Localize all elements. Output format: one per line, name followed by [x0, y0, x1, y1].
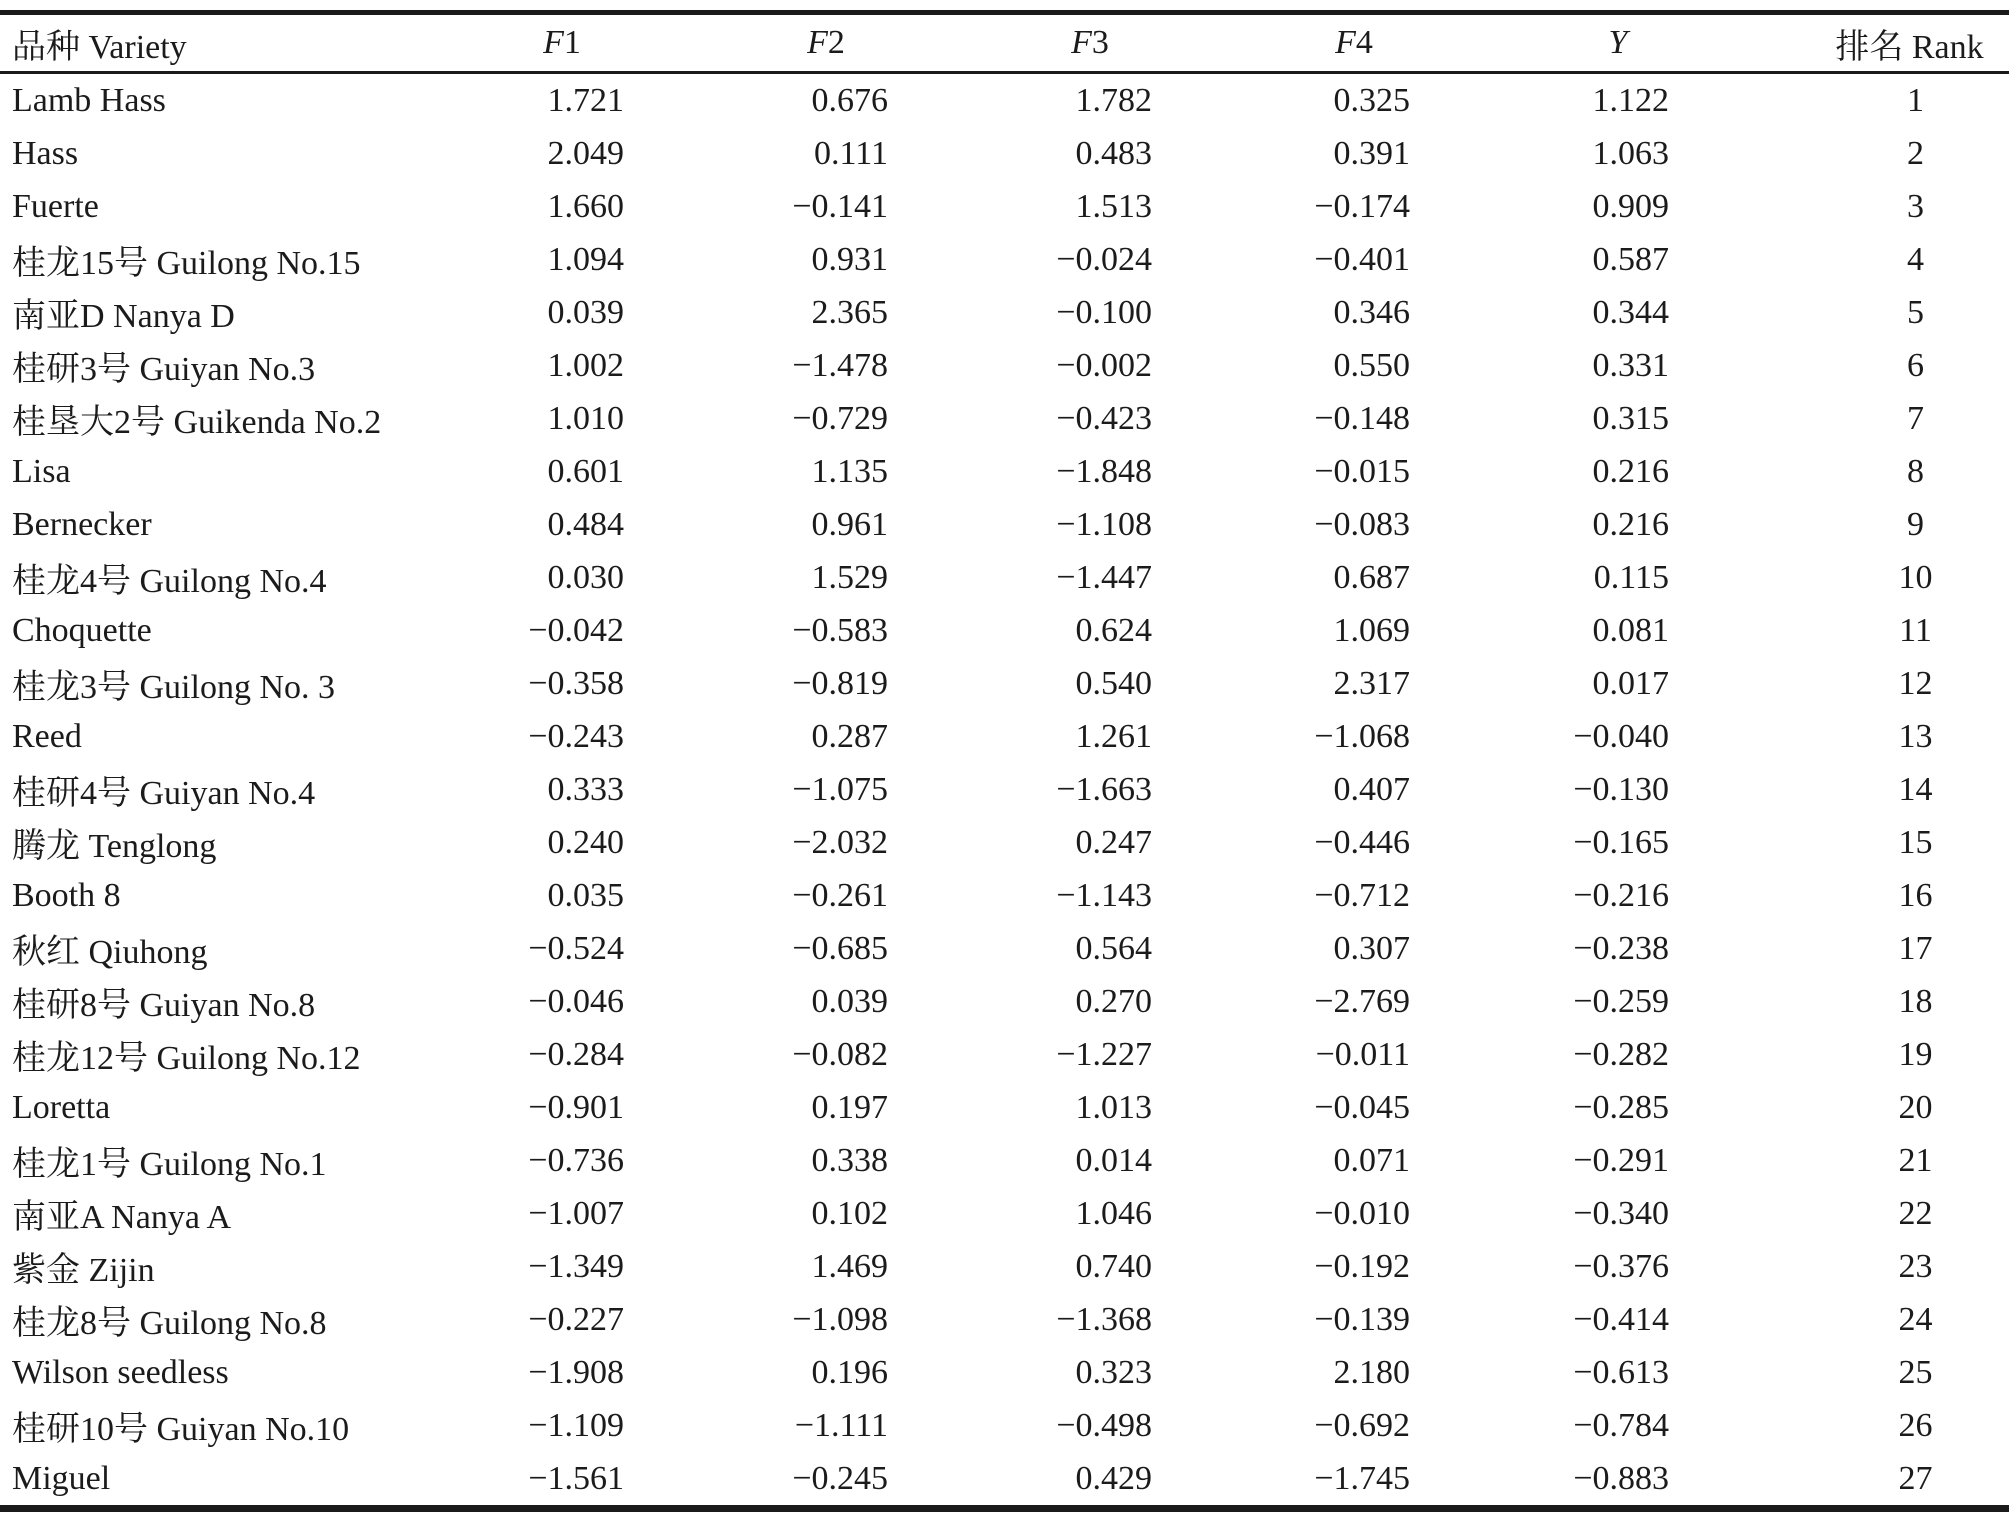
rank-cell: 10	[1898, 558, 1933, 596]
y-cell: −0.376	[1573, 1247, 1669, 1285]
rank-cell: 12	[1898, 664, 1933, 702]
rank-cell: 13	[1898, 717, 1933, 755]
f4-cell: −0.010	[1314, 1194, 1410, 1232]
rank-cell: 9	[1907, 505, 1924, 543]
rank-cell: 5	[1907, 293, 1924, 331]
f4-cell: 0.346	[1333, 293, 1410, 331]
y-cell: 0.017	[1592, 664, 1669, 702]
f2-cell: 1.135	[811, 452, 888, 490]
rank-cell: 2	[1907, 134, 1924, 172]
rank-cell: 22	[1898, 1194, 1933, 1232]
rank-cell: 16	[1898, 876, 1933, 914]
variety-cell: 桂龙1号 Guilong No.1	[12, 1146, 327, 1183]
y-cell: −0.291	[1573, 1141, 1669, 1179]
f4-cell: 0.307	[1333, 929, 1410, 967]
variety-cell: Miguel	[12, 1459, 111, 1497]
f1-cell: 1.010	[547, 399, 624, 437]
table-row	[0, 604, 2009, 657]
rank-cell: 21	[1898, 1141, 1933, 1179]
column-header-variety: 品种 Variety	[0, 13, 430, 73]
f3-cell: 1.782	[1075, 81, 1152, 119]
f3-cell: 0.247	[1075, 823, 1152, 861]
f4-cell: 0.071	[1333, 1141, 1410, 1179]
variety-cell: Booth 8	[12, 876, 121, 914]
f2-cell: −0.583	[792, 611, 888, 649]
f2-cell: 0.111	[814, 134, 888, 172]
column-header-f4	[1222, 13, 1486, 73]
f3-cell: 0.429	[1075, 1459, 1152, 1497]
f4-italic-label: F	[1335, 24, 1356, 61]
f4-cell: −0.712	[1314, 876, 1410, 914]
f1-cell: −0.524	[528, 929, 624, 967]
f1-cell: −0.901	[528, 1088, 624, 1126]
variety-cell: Choquette	[12, 611, 152, 649]
f1-cell: 0.035	[547, 876, 624, 914]
f2-cell: −1.098	[792, 1300, 888, 1338]
f4-cell: −1.068	[1314, 717, 1410, 755]
table-row	[0, 551, 2009, 604]
y-cell: −0.165	[1573, 823, 1669, 861]
rank-cell: 20	[1898, 1088, 1933, 1126]
f4-cell: −0.174	[1314, 187, 1410, 225]
f3-italic-label: F	[1071, 24, 1092, 61]
f2-cell: 0.961	[811, 505, 888, 543]
f2-cell: −2.032	[792, 823, 888, 861]
column-header-rank: 排名 Rank	[1750, 13, 2009, 73]
rank-cell: 8	[1907, 452, 1924, 490]
f2-cell: 0.676	[811, 81, 888, 119]
f3-cell: −1.447	[1056, 558, 1152, 596]
column-header-f2	[694, 13, 958, 73]
rank-cell: 25	[1898, 1353, 1933, 1391]
f4-cell: −0.139	[1314, 1300, 1410, 1338]
f3-cell: 0.624	[1075, 611, 1152, 649]
header-row	[0, 13, 2009, 73]
table-row	[0, 1452, 2009, 1509]
f1-cell: −0.736	[528, 1141, 624, 1179]
y-cell: 0.344	[1592, 293, 1669, 331]
f3-cell: 0.483	[1075, 134, 1152, 172]
f3-cell: −0.024	[1056, 240, 1152, 278]
table-row	[0, 1240, 2009, 1293]
y-cell: 0.587	[1592, 240, 1669, 278]
y-cell: 1.063	[1592, 134, 1669, 172]
rank-cell: 6	[1907, 346, 1924, 384]
rank-cell: 19	[1898, 1035, 1933, 1073]
f4-cell: 0.687	[1333, 558, 1410, 596]
f4-cell: −0.045	[1314, 1088, 1410, 1126]
variety-cell: 桂龙4号 Guilong No.4	[12, 563, 327, 600]
table-row	[0, 180, 2009, 233]
table-row	[0, 1134, 2009, 1187]
y-cell: −0.883	[1573, 1459, 1669, 1497]
table-row	[0, 127, 2009, 180]
table-row	[0, 763, 2009, 816]
table-row	[0, 975, 2009, 1028]
table-row	[0, 1187, 2009, 1240]
f3-cell: 1.013	[1075, 1088, 1152, 1126]
f4-cell: 0.325	[1333, 81, 1410, 119]
y-cell: 0.315	[1592, 399, 1669, 437]
rank-cell: 17	[1898, 929, 1933, 967]
f2-cell: −0.245	[792, 1459, 888, 1497]
y-italic-label: Y	[1608, 24, 1628, 61]
f1-cell: 1.660	[547, 187, 624, 225]
variety-cell: Fuerte	[12, 187, 99, 225]
f1-cell: 0.484	[547, 505, 624, 543]
f3-cell: 1.046	[1075, 1194, 1152, 1232]
f3-cell: −1.663	[1056, 770, 1152, 808]
variety-cell: 南亚A Nanya A	[12, 1199, 232, 1236]
variety-cell: 桂龙8号 Guilong No.8	[12, 1305, 327, 1342]
rank-cell: 26	[1898, 1406, 1933, 1444]
f2-cell: 0.931	[811, 240, 888, 278]
f1-cell: 0.240	[547, 823, 624, 861]
y-cell: 0.216	[1592, 452, 1669, 490]
f3-cell: 0.323	[1075, 1353, 1152, 1391]
variety-cell: 桂研8号 Guiyan No.8	[12, 987, 316, 1024]
variety-cell: Lisa	[12, 452, 71, 490]
y-cell: −0.414	[1573, 1300, 1669, 1338]
f4-cell: −0.446	[1314, 823, 1410, 861]
variety-cell: 秋红 Qiuhong	[12, 934, 208, 971]
f3-cell: 0.564	[1075, 929, 1152, 967]
f4-cell: 0.391	[1333, 134, 1410, 172]
variety-cell: 腾龙 Tenglong	[12, 828, 217, 865]
table-row	[0, 233, 2009, 286]
f2-cell: 0.338	[811, 1141, 888, 1179]
f4-cell: −0.015	[1314, 452, 1410, 490]
variety-cell: 桂研3号 Guiyan No.3	[12, 351, 316, 388]
variety-cell: 桂龙3号 Guilong No. 3	[12, 669, 335, 706]
table-row	[0, 392, 2009, 445]
f3-cell: −1.143	[1056, 876, 1152, 914]
table-body	[0, 73, 2009, 1509]
table-row	[0, 869, 2009, 922]
f4-cell: −1.745	[1314, 1459, 1410, 1497]
f4-cell: 1.069	[1333, 611, 1410, 649]
f4-cell: 2.180	[1333, 1353, 1410, 1391]
f1-cell: 1.721	[547, 81, 624, 119]
table-row	[0, 710, 2009, 763]
f3-cell: −1.227	[1056, 1035, 1152, 1073]
f2-cell: −1.478	[792, 346, 888, 384]
f3-cell: −0.423	[1056, 399, 1152, 437]
table-row	[0, 445, 2009, 498]
f1-cell: −0.284	[528, 1035, 624, 1073]
f4-cell: −2.769	[1314, 982, 1410, 1020]
f3-cell: −1.848	[1056, 452, 1152, 490]
f1-cell: −1.109	[528, 1406, 624, 1444]
f1-cell: 1.002	[547, 346, 624, 384]
f3-cell: 0.740	[1075, 1247, 1152, 1285]
f2-cell: 0.197	[811, 1088, 888, 1126]
f1-cell: −0.227	[528, 1300, 624, 1338]
f2-cell: 0.102	[811, 1194, 888, 1232]
f3-cell: 1.261	[1075, 717, 1152, 755]
f4-cell: −0.011	[1315, 1035, 1410, 1073]
column-header-f1	[430, 13, 694, 73]
f3-cell: −0.100	[1056, 293, 1152, 331]
table-row	[0, 657, 2009, 710]
y-cell: 0.216	[1592, 505, 1669, 543]
f4-cell: 2.317	[1333, 664, 1410, 702]
table-row	[0, 1028, 2009, 1081]
y-cell: 1.122	[1592, 81, 1669, 119]
f4-cell: −0.192	[1314, 1247, 1410, 1285]
table-row	[0, 816, 2009, 869]
y-cell: −0.040	[1573, 717, 1669, 755]
f3-cell: 1.513	[1075, 187, 1152, 225]
table-row	[0, 1293, 2009, 1346]
f1-cell: 0.601	[547, 452, 624, 490]
factor-score-table	[0, 10, 2009, 1512]
f2-cell: −0.261	[792, 876, 888, 914]
f3-cell: −1.368	[1056, 1300, 1152, 1338]
y-cell: −0.282	[1573, 1035, 1669, 1073]
table-row	[0, 286, 2009, 339]
f2-cell: −0.729	[792, 399, 888, 437]
y-cell: −0.238	[1573, 929, 1669, 967]
y-cell: −0.216	[1573, 876, 1669, 914]
table-row	[0, 1399, 2009, 1452]
y-cell: −0.613	[1573, 1353, 1669, 1391]
f1-cell: −1.349	[528, 1247, 624, 1285]
f2-index-label: 2	[827, 24, 845, 61]
f1-italic-label: F	[543, 24, 564, 61]
table-row	[0, 73, 2009, 128]
f1-cell: −0.046	[528, 982, 624, 1020]
column-header-y	[1486, 13, 1750, 73]
f2-cell: −0.141	[792, 187, 888, 225]
variety-cell: 南亚D Nanya D	[12, 298, 235, 335]
f1-cell: 2.049	[547, 134, 624, 172]
table-row	[0, 1081, 2009, 1134]
f1-cell: −0.243	[528, 717, 624, 755]
variety-cell: 桂垦大2号 Guikenda No.2	[12, 404, 382, 441]
rank-cell: 14	[1898, 770, 1933, 808]
variety-cell: 紫金 Zijin	[12, 1252, 155, 1289]
f2-cell: −0.819	[792, 664, 888, 702]
f2-cell: 0.039	[811, 982, 888, 1020]
f3-index-label: 3	[1091, 24, 1109, 61]
rank-cell: 27	[1898, 1459, 1933, 1497]
f1-cell: 1.094	[547, 240, 624, 278]
f4-cell: 0.407	[1333, 770, 1410, 808]
y-cell: 0.115	[1593, 558, 1669, 596]
variety-cell: Lamb Hass	[12, 81, 166, 119]
f2-cell: −1.075	[792, 770, 888, 808]
f4-index-label: 4	[1355, 24, 1373, 61]
variety-cell: Hass	[12, 134, 79, 172]
rank-cell: 3	[1907, 187, 1924, 225]
rank-cell: 11	[1899, 611, 1932, 649]
f1-index-label: 1	[563, 24, 581, 61]
f3-cell: 0.270	[1075, 982, 1152, 1020]
f1-cell: 0.030	[547, 558, 624, 596]
f1-cell: −0.358	[528, 664, 624, 702]
table-row	[0, 922, 2009, 975]
f1-cell: 0.039	[547, 293, 624, 331]
f3-cell: 0.014	[1075, 1141, 1152, 1179]
f1-cell: 0.333	[547, 770, 624, 808]
rank-cell: 4	[1907, 240, 1924, 278]
variety-cell: 桂龙15号 Guilong No.15	[12, 245, 361, 282]
table-row	[0, 339, 2009, 392]
column-header-f3	[958, 13, 1222, 73]
f2-cell: −1.111	[794, 1406, 888, 1444]
f2-cell: 0.196	[811, 1353, 888, 1391]
variety-cell: 桂研10号 Guiyan No.10	[12, 1411, 350, 1448]
f3-cell: −0.498	[1056, 1406, 1152, 1444]
f3-cell: −1.108	[1056, 505, 1152, 543]
f2-cell: 0.287	[811, 717, 888, 755]
y-cell: 0.081	[1592, 611, 1669, 649]
f1-cell: −1.908	[528, 1353, 624, 1391]
y-cell: −0.285	[1573, 1088, 1669, 1126]
f1-cell: −1.007	[528, 1194, 624, 1232]
y-cell: −0.259	[1573, 982, 1669, 1020]
table-header	[0, 13, 2009, 73]
variety-cell: 桂研4号 Guiyan No.4	[12, 775, 316, 812]
f4-cell: −0.083	[1314, 505, 1410, 543]
variety-cell: Loretta	[12, 1088, 111, 1126]
rank-cell: 15	[1898, 823, 1933, 861]
f1-cell: −0.042	[528, 611, 624, 649]
f4-cell: −0.148	[1314, 399, 1410, 437]
f3-cell: −0.002	[1056, 346, 1152, 384]
rank-cell: 24	[1898, 1300, 1933, 1338]
rank-cell: 23	[1898, 1247, 1933, 1285]
y-cell: −0.784	[1573, 1406, 1669, 1444]
y-cell: 0.909	[1592, 187, 1669, 225]
variety-cell: 桂龙12号 Guilong No.12	[12, 1040, 361, 1077]
f4-cell: 0.550	[1333, 346, 1410, 384]
f2-cell: 2.365	[811, 293, 888, 331]
f4-cell: −0.401	[1314, 240, 1410, 278]
table-row	[0, 498, 2009, 551]
f2-cell: 1.529	[811, 558, 888, 596]
y-cell: −0.130	[1573, 770, 1669, 808]
rank-cell: 7	[1907, 399, 1924, 437]
rank-cell: 18	[1898, 982, 1933, 1020]
f2-cell: −0.082	[792, 1035, 888, 1073]
table-row	[0, 1346, 2009, 1399]
y-cell: 0.331	[1592, 346, 1669, 384]
f2-cell: 1.469	[811, 1247, 888, 1285]
f3-cell: 0.540	[1075, 664, 1152, 702]
f2-cell: −0.685	[792, 929, 888, 967]
f4-cell: −0.692	[1314, 1406, 1410, 1444]
variety-cell: Reed	[12, 717, 82, 755]
f2-italic-label: F	[807, 24, 828, 61]
variety-cell: Bernecker	[12, 505, 152, 543]
f1-cell: −1.561	[528, 1459, 624, 1497]
rank-cell: 1	[1907, 81, 1924, 119]
y-cell: −0.340	[1573, 1194, 1669, 1232]
variety-cell: Wilson seedless	[12, 1353, 229, 1391]
